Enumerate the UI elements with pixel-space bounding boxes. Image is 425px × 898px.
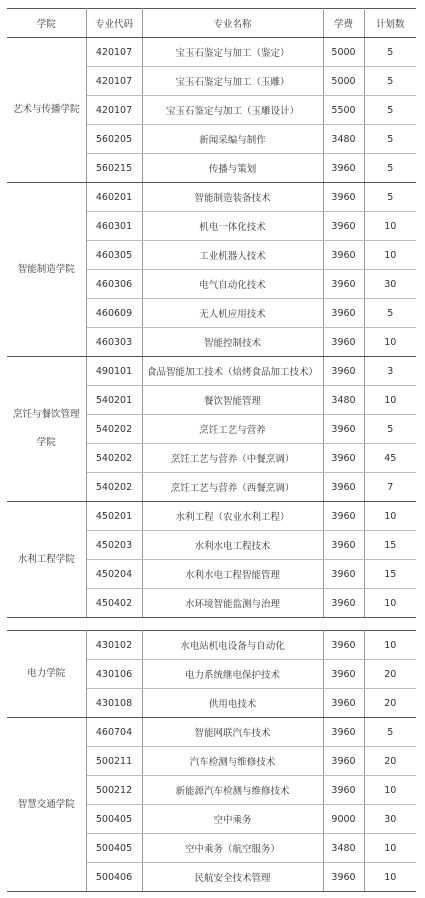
- major-code: 460306: [86, 270, 142, 299]
- table-row: [7, 357, 416, 386]
- plan-count: 10: [364, 212, 416, 241]
- college-name-line1: 烹饪与餐饮管理: [12, 409, 80, 420]
- major-name: 水环境智能监测与治理: [142, 589, 323, 618]
- major-name: 空中乘务: [142, 805, 323, 834]
- tuition-fee: 3960: [323, 776, 364, 805]
- tuition-fee: 3960: [323, 473, 364, 502]
- major-name: 烹饪工艺与营养: [142, 415, 323, 444]
- major-name: 新能源汽车检测与维修技术: [142, 776, 323, 805]
- college-cell: [7, 718, 86, 892]
- tuition-fee: 3960: [323, 747, 364, 776]
- major-name: 新闻采编与制作: [142, 125, 323, 154]
- tuition-fee: 3960: [323, 241, 364, 270]
- plan-count: 5: [364, 154, 416, 183]
- major-name: 民航安全技术管理: [142, 863, 323, 892]
- major-name: 无人机应用技术: [142, 299, 323, 328]
- major-code: 490101: [86, 357, 142, 386]
- plan-count: 10: [364, 386, 416, 415]
- tuition-fee: 3960: [323, 589, 364, 618]
- admission-plan-table-bottom: [7, 630, 416, 892]
- major-name: 智能制造装备技术: [142, 183, 323, 212]
- plan-count: 5: [364, 96, 416, 125]
- plan-count: 5: [364, 67, 416, 96]
- major-code: 560215: [86, 154, 142, 183]
- tuition-fee: 3960: [323, 357, 364, 386]
- tuition-fee: 3480: [323, 834, 364, 863]
- tuition-fee: 3960: [323, 270, 364, 299]
- major-name: 机电一体化技术: [142, 212, 323, 241]
- major-name: 供用电技术: [142, 689, 323, 718]
- major-code: 460609: [86, 299, 142, 328]
- major-name: 水利水电工程智能管理: [142, 560, 323, 589]
- college-name: 智能制造学院: [17, 263, 75, 275]
- major-code: 500405: [86, 834, 142, 863]
- tuition-fee: 3960: [323, 415, 364, 444]
- plan-count: 5: [364, 183, 416, 212]
- major-code: 460201: [86, 183, 142, 212]
- plan-count: 10: [364, 834, 416, 863]
- header-row: [7, 9, 416, 38]
- plan-count: 7: [364, 473, 416, 502]
- major-code: 420107: [86, 67, 142, 96]
- plan-count: 45: [364, 444, 416, 473]
- plan-count: 5: [364, 415, 416, 444]
- tuition-fee: 3960: [323, 183, 364, 212]
- plan-count: 30: [364, 270, 416, 299]
- major-code: 460303: [86, 328, 142, 357]
- major-code: 460305: [86, 241, 142, 270]
- major-code: 460704: [86, 718, 142, 747]
- major-name: 工业机器人技术: [142, 241, 323, 270]
- major-name: 电气自动化技术: [142, 270, 323, 299]
- major-name: 食品智能加工技术（焙烤食品加工技术）: [142, 357, 323, 386]
- major-name: 智能控制技术: [142, 328, 323, 357]
- tuition-fee: 5500: [323, 96, 364, 125]
- tuition-fee: 3960: [323, 212, 364, 241]
- major-name: 宝玉石鉴定与加工（玉雕）: [142, 67, 323, 96]
- major-code: 500212: [86, 776, 142, 805]
- college-name-line2: 学院: [36, 437, 56, 448]
- major-name: 水利工程（农业水利工程）: [142, 502, 323, 531]
- table-row: [7, 38, 416, 67]
- plan-count: 30: [364, 805, 416, 834]
- tuition-fee: 3960: [323, 154, 364, 183]
- major-code: 430102: [86, 631, 142, 660]
- major-code: 430106: [86, 660, 142, 689]
- major-name: 宝玉石鉴定与加工（鉴定）: [142, 38, 323, 67]
- college-cell: [7, 38, 86, 183]
- plan-count: 10: [364, 502, 416, 531]
- plan-count: 15: [364, 531, 416, 560]
- college-name: 智慧交通学院: [17, 798, 75, 810]
- plan-count: 5: [364, 125, 416, 154]
- tuition-fee: 3960: [323, 560, 364, 589]
- tuition-fee: 3960: [323, 328, 364, 357]
- major-code: 540202: [86, 444, 142, 473]
- major-code: 430108: [86, 689, 142, 718]
- major-code: 420107: [86, 38, 142, 67]
- major-code: 500405: [86, 805, 142, 834]
- tuition-fee: 3960: [323, 631, 364, 660]
- tuition-fee: 3960: [323, 863, 364, 892]
- table-row: [7, 502, 416, 531]
- major-name: 烹饪工艺与营养（中餐烹调）: [142, 444, 323, 473]
- tuition-fee: 3960: [323, 689, 364, 718]
- plan-count: 10: [364, 328, 416, 357]
- plan-count: 10: [364, 589, 416, 618]
- plan-count: 10: [364, 776, 416, 805]
- plan-count: 5: [364, 38, 416, 67]
- tuition-fee: 5000: [323, 67, 364, 96]
- plan-count: 20: [364, 660, 416, 689]
- admission-plan-table-top: [7, 8, 416, 618]
- table-row: [7, 183, 416, 212]
- table-row: [7, 631, 416, 660]
- major-name: 电力系统继电保护技术: [142, 660, 323, 689]
- major-code: 500211: [86, 747, 142, 776]
- major-code: 560205: [86, 125, 142, 154]
- major-name: 空中乘务（航空服务）: [142, 834, 323, 863]
- major-name: 宝玉石鉴定与加工（玉雕设计）: [142, 96, 323, 125]
- major-name: 传播与策划: [142, 154, 323, 183]
- major-name: 汽车检测与维修技术: [142, 747, 323, 776]
- major-code: 450203: [86, 531, 142, 560]
- plan-count: 3: [364, 357, 416, 386]
- major-code: 460301: [86, 212, 142, 241]
- tuition-fee: 5000: [323, 38, 364, 67]
- tuition-fee: 3480: [323, 386, 364, 415]
- tuition-fee: 3960: [323, 299, 364, 328]
- plan-count: 10: [364, 241, 416, 270]
- header-fee: 学费: [323, 9, 364, 38]
- college-name: 水利工程学院: [17, 553, 75, 565]
- college-cell: [7, 357, 86, 502]
- header-code: 专业代码: [86, 9, 142, 38]
- tuition-fee: 3960: [323, 531, 364, 560]
- major-code: 540202: [86, 415, 142, 444]
- tuition-fee: 3960: [323, 502, 364, 531]
- plan-count: 5: [364, 299, 416, 328]
- plan-count: 10: [364, 631, 416, 660]
- college-cell: [7, 183, 86, 357]
- major-name: 餐饮智能管理: [142, 386, 323, 415]
- major-code: 500406: [86, 863, 142, 892]
- table-row: [7, 718, 416, 747]
- plan-count: 20: [364, 747, 416, 776]
- tuition-fee: 3960: [323, 444, 364, 473]
- college-name: 电力学院: [27, 668, 66, 679]
- college-name: 艺术与传播学院: [12, 104, 80, 115]
- major-code: 450402: [86, 589, 142, 618]
- major-code: 540201: [86, 386, 142, 415]
- college-cell: [7, 502, 86, 618]
- header-plan: 计划数: [364, 9, 416, 38]
- tuition-fee: 3960: [323, 660, 364, 689]
- header-name: 专业名称: [142, 9, 323, 38]
- major-name: 水电站机电设备与自动化: [142, 631, 323, 660]
- major-code: 420107: [86, 96, 142, 125]
- plan-count: 20: [364, 689, 416, 718]
- major-code: 450204: [86, 560, 142, 589]
- plan-count: 15: [364, 560, 416, 589]
- plan-count: 10: [364, 863, 416, 892]
- plan-count: 5: [364, 718, 416, 747]
- major-code: 450201: [86, 502, 142, 531]
- tuition-fee: 3960: [323, 718, 364, 747]
- major-code: 540202: [86, 473, 142, 502]
- major-name: 水利水电工程技术: [142, 531, 323, 560]
- major-name: 智能网联汽车技术: [142, 718, 323, 747]
- college-name-gap: [7, 422, 86, 436]
- tuition-fee: 3480: [323, 125, 364, 154]
- major-name: 烹饪工艺与营养（西餐烹调）: [142, 473, 323, 502]
- header-college: 学院: [7, 9, 86, 38]
- college-cell: [7, 631, 86, 718]
- tuition-fee: 9000: [323, 805, 364, 834]
